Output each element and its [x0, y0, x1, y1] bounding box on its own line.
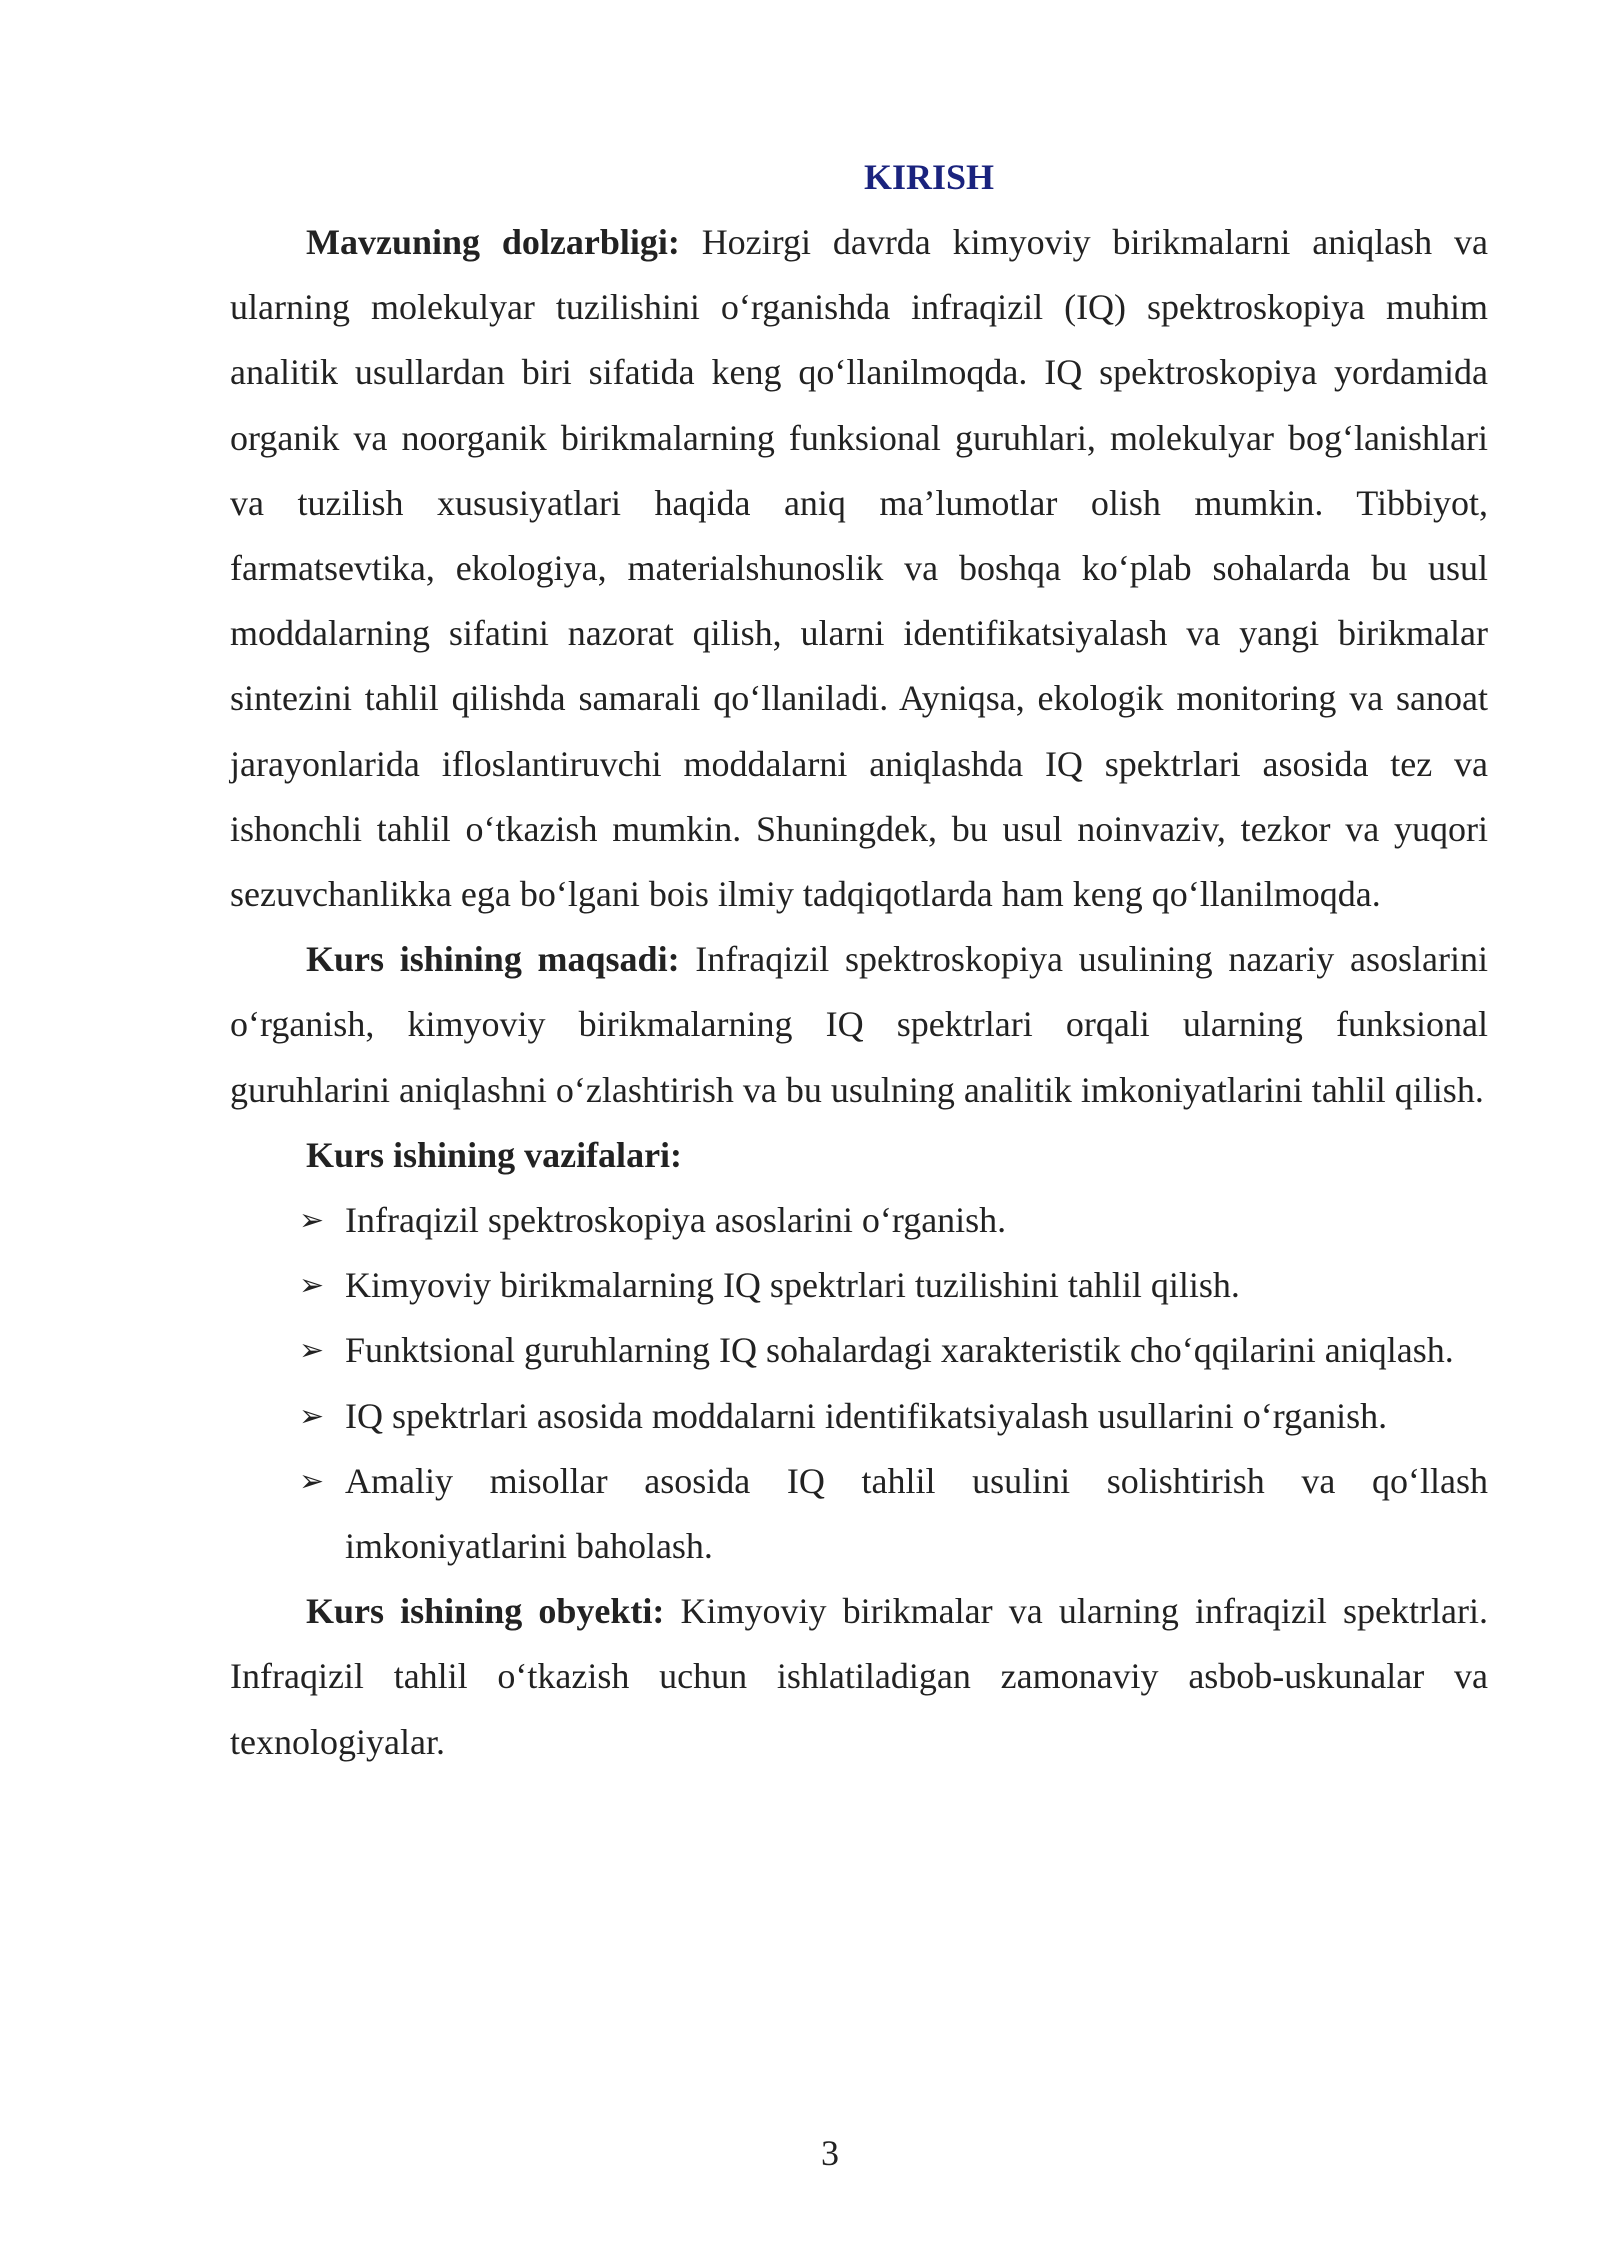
list-item [299, 1188, 1488, 1253]
object-text: Kimyoviy birikmalar va ularning infraqizil spektrlari. Infraqizil tahlil o‘tkazish uchun ishlatiladigan zamonaviy asbob-uskunalar va texnologiyalar. [230, 1591, 1488, 1762]
page-title: KIRISH [863, 157, 995, 197]
arrowhead-bullet-icon: ➢ [299, 1333, 325, 1369]
tasks-heading: Kurs ishining vazifalari: [306, 1134, 683, 1175]
document-page [230, 145, 1488, 1775]
page-number: 3 [821, 2133, 839, 2173]
object-label: Kurs ishining obyekti: [306, 1591, 665, 1632]
goal-label: Kurs ishining maqsadi: [306, 939, 680, 980]
arrowhead-bullet-icon: ➢ [299, 1203, 325, 1239]
list-item-text: Funktsional guruhlarning IQ sohalardagi xarakteristik cho‘qqilarini aniqlash. [345, 1330, 1454, 1371]
object-paragraph [230, 1579, 1488, 1775]
list-item-text: IQ spektrlari asosida moddalarni identifikatsiyalash usullarini o‘rganish. [345, 1395, 1388, 1436]
list-item [299, 1318, 1488, 1383]
relevance-paragraph [230, 210, 1488, 927]
tasks-list [230, 1188, 1488, 1579]
list-item [299, 1384, 1488, 1449]
arrowhead-bullet-icon: ➢ [299, 1398, 325, 1434]
list-item-text: Amaliy misollar asosida IQ tahlil usulini solishtirish va qo‘llash imkoniyatlarini baholash. [345, 1460, 1488, 1567]
goal-paragraph [230, 927, 1488, 1123]
relevance-label: Mavzuning dolzarbligi: [306, 222, 680, 262]
list-item [299, 1449, 1488, 1579]
arrowhead-bullet-icon: ➢ [299, 1463, 325, 1499]
list-item-text: Infraqizil spektroskopiya asoslarini o‘rganish. [345, 1200, 1007, 1241]
list-item [299, 1253, 1488, 1318]
relevance-text: Hozirgi davrda kimyoviy birikmalarni aniqlash va ularning molekulyar tuzilishini o‘rganishda infraqizil (IQ) spektroskopiya muhim analitik usullardan biri sifatida keng qo‘llanilmoqda. IQ spektroskopiya yordamida organik va noorganik birikmalarning funksional guruhlari, molekulyar bog‘lanishlari va tuzilish xususiyatlari haqida aniq ma’lumotlar olish mumkin. Tibbiyot, farmatsevtika, ekologiya, materialshunoslik va boshqa ko‘plab sohalarda bu usul moddalarning sifatini nazorat qilish, ularni identifikatsiyalash va yangi birikmalar sintezini tahlil qilishda samarali qo‘llaniladi. Ayniqsa, ekologik monitoring va sanoat jarayonlarida ifloslantiruvchi moddalarni aniqlashda IQ spektrlari asosida tez va ishonchli tahlil o‘tkazish mumkin. Shuningdek, bu usul noinvaziv, tezkor va yuqori sezuvchanlikka ega bo‘lgani bois ilmiy tadqiqotlarda ham keng qo‘llanilmoqda. [230, 222, 1488, 915]
list-item-text: Kimyoviy birikmalarning IQ spektrlari tuzilishini tahlil qilish. [345, 1265, 1240, 1306]
arrowhead-bullet-icon: ➢ [299, 1268, 325, 1304]
goal-text: Infraqizil spektroskopiya usulining nazariy asoslarini o‘rganish, kimyoviy birikmalarning IQ spektrlari orqali ularning funksional guruhlarini aniqlashni o‘zlashtirish va bu usulning analitik imkoniyatlarini tahlil qilish. [230, 939, 1489, 1110]
